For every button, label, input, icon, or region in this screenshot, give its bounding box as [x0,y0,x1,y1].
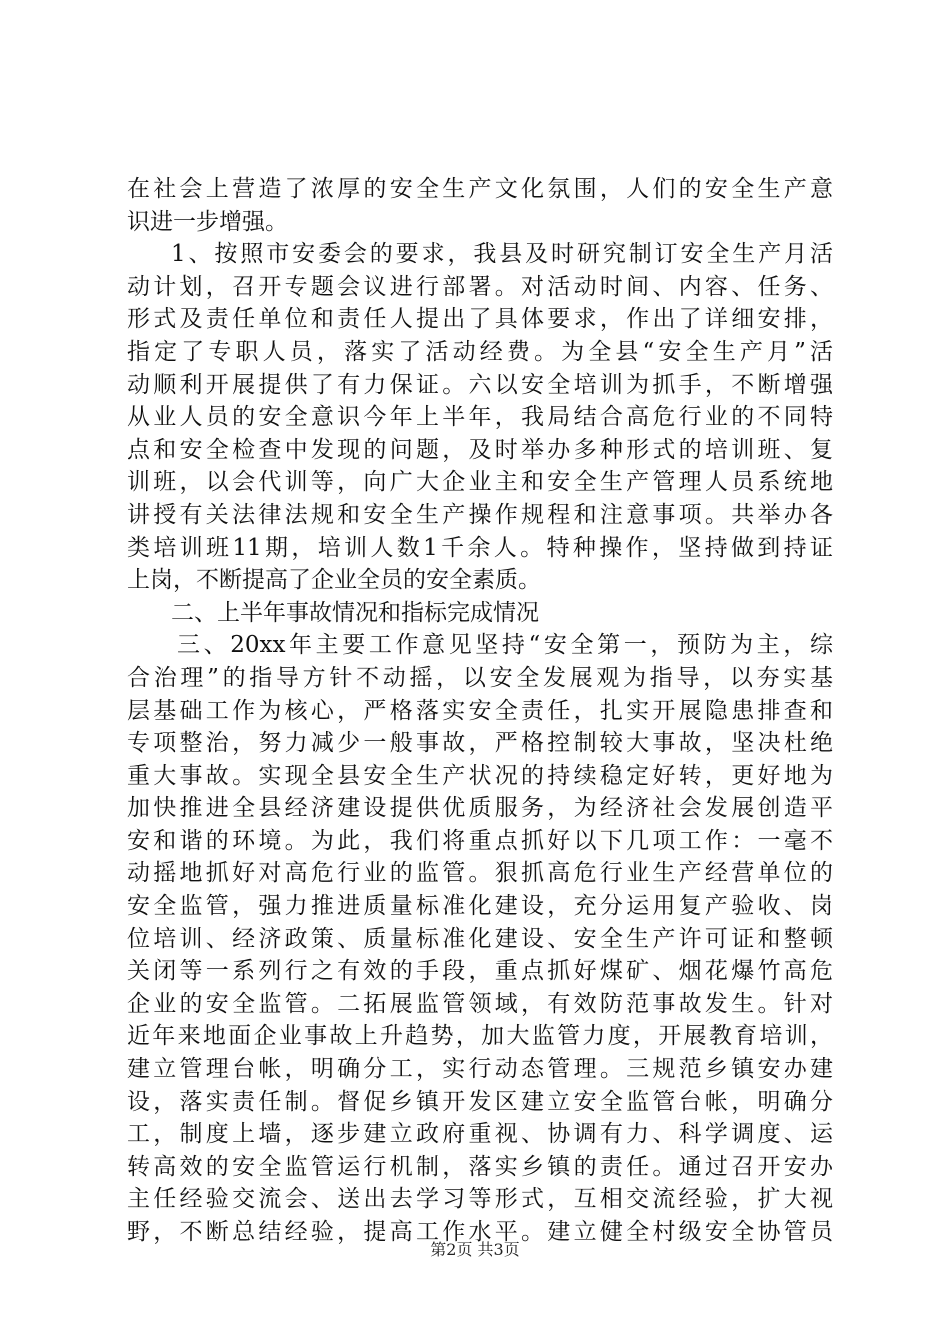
page-number-footer: 第2页 共3页 [430,1240,520,1259]
text-line: 讲授有关法律法规和安全生产操作规程和注意事项。共举办各 [127,501,833,528]
text-line: 野，不断总结经验，提高工作水平。建立健全村级安全协管员 [127,1219,833,1245]
text-line: 关闭等一系列行之有效的手段，重点抓好煤矿、烟花爆竹高危 [127,958,833,985]
text-line: 安和谐的环境。为此，我们将重点抓好以下几项工作：一毫不 [127,827,833,854]
text-line: 近年来地面企业事故上升趋势，加大监管力度，开展教育培训， [127,1023,833,1050]
text-line: 重大事故。实现全县安全生产状况的持续稳定好转，更好地为 [127,762,833,789]
text-line: 在社会上营造了浓厚的安全生产文化氛围，人们的安全生产意 [127,176,833,202]
text-line: 识进一步增强。 [127,208,288,235]
text-line: 指定了专职人员，落实了活动经费。为全县“安全生产月”活 [127,338,833,365]
text-line: 工，制度上墙，逐步建立政府重视、协调有力、科学调度、运 [127,1121,833,1148]
text-line: 类培训班11期，培训人数1千余人。特种操作，坚持做到持证 [127,534,833,561]
text-line: 动计划，召开专题会议进行部署。对活动时间、内容、任务、 [127,273,833,300]
text-line: 上岗，不断提高了企业全员的安全素质。 [127,567,541,594]
text-line: 形式及责任单位和责任人提出了具体要求，作出了详细安排， [127,306,833,333]
text-line: 转高效的安全监管运行机制，落实乡镇的责任。通过召开安办 [127,1153,833,1180]
text-line: 建立管理台帐，明确分工，实行动态管理。三规范乡镇安办建 [127,1056,833,1083]
text-line: 专项整治，努力减少一般事故，严格控制较大事故，坚决杜绝 [127,730,833,757]
text-line: 动顺利开展提供了有力保证。六以安全培训为抓手，不断增强 [127,371,833,398]
text-line: 位培训、经济政策、质量标准化建设、安全生产许可证和整顿 [127,925,833,952]
text-line: 从业人员的安全意识今年上半年，我局结合高危行业的不同特 [127,404,833,431]
text-line: 企业的安全监管。二拓展监管领域，有效防范事故发生。针对 [127,990,833,1017]
text-line: 动摇地抓好对高危行业的监管。狠抓高危行业生产经营单位的 [127,860,833,887]
text-line: 点和安全检查中发现的问题，及时举办多种形式的培训班、复 [127,436,833,463]
text-line: 训班，以会代训等，向广大企业主和安全生产管理人员系统地 [127,469,833,496]
text-line: 加快推进全县经济建设提供优质服务，为经济社会发展创造平 [127,795,833,822]
section-heading: 二、上半年事故情况和指标完成情况 [171,599,539,626]
text-line: 安全监管，强力推进质量标准化建设，充分运用复产验收、岗 [127,893,833,920]
text-line: 合治理”的指导方针不动摇，以安全发展观为指导，以夯实基 [127,664,833,691]
text-line: 主任经验交流会、送出去学习等形式，互相交流经验，扩大视 [127,1186,833,1213]
text-line: 层基础工作为核心，严格落实安全责任，扎实开展隐患排查和 [127,697,833,724]
paragraph-start-line: 1、按照市安委会的要求，我县及时研究制订安全生产月活 [171,241,833,268]
paragraph-start-line: 三、20xx年主要工作意见坚持“安全第一，预防为主，综 [177,632,833,659]
document-body [127,173,833,1249]
text-line: 设，落实责任制。督促乡镇开发区建立安全监管台帐，明确分 [127,1088,833,1115]
